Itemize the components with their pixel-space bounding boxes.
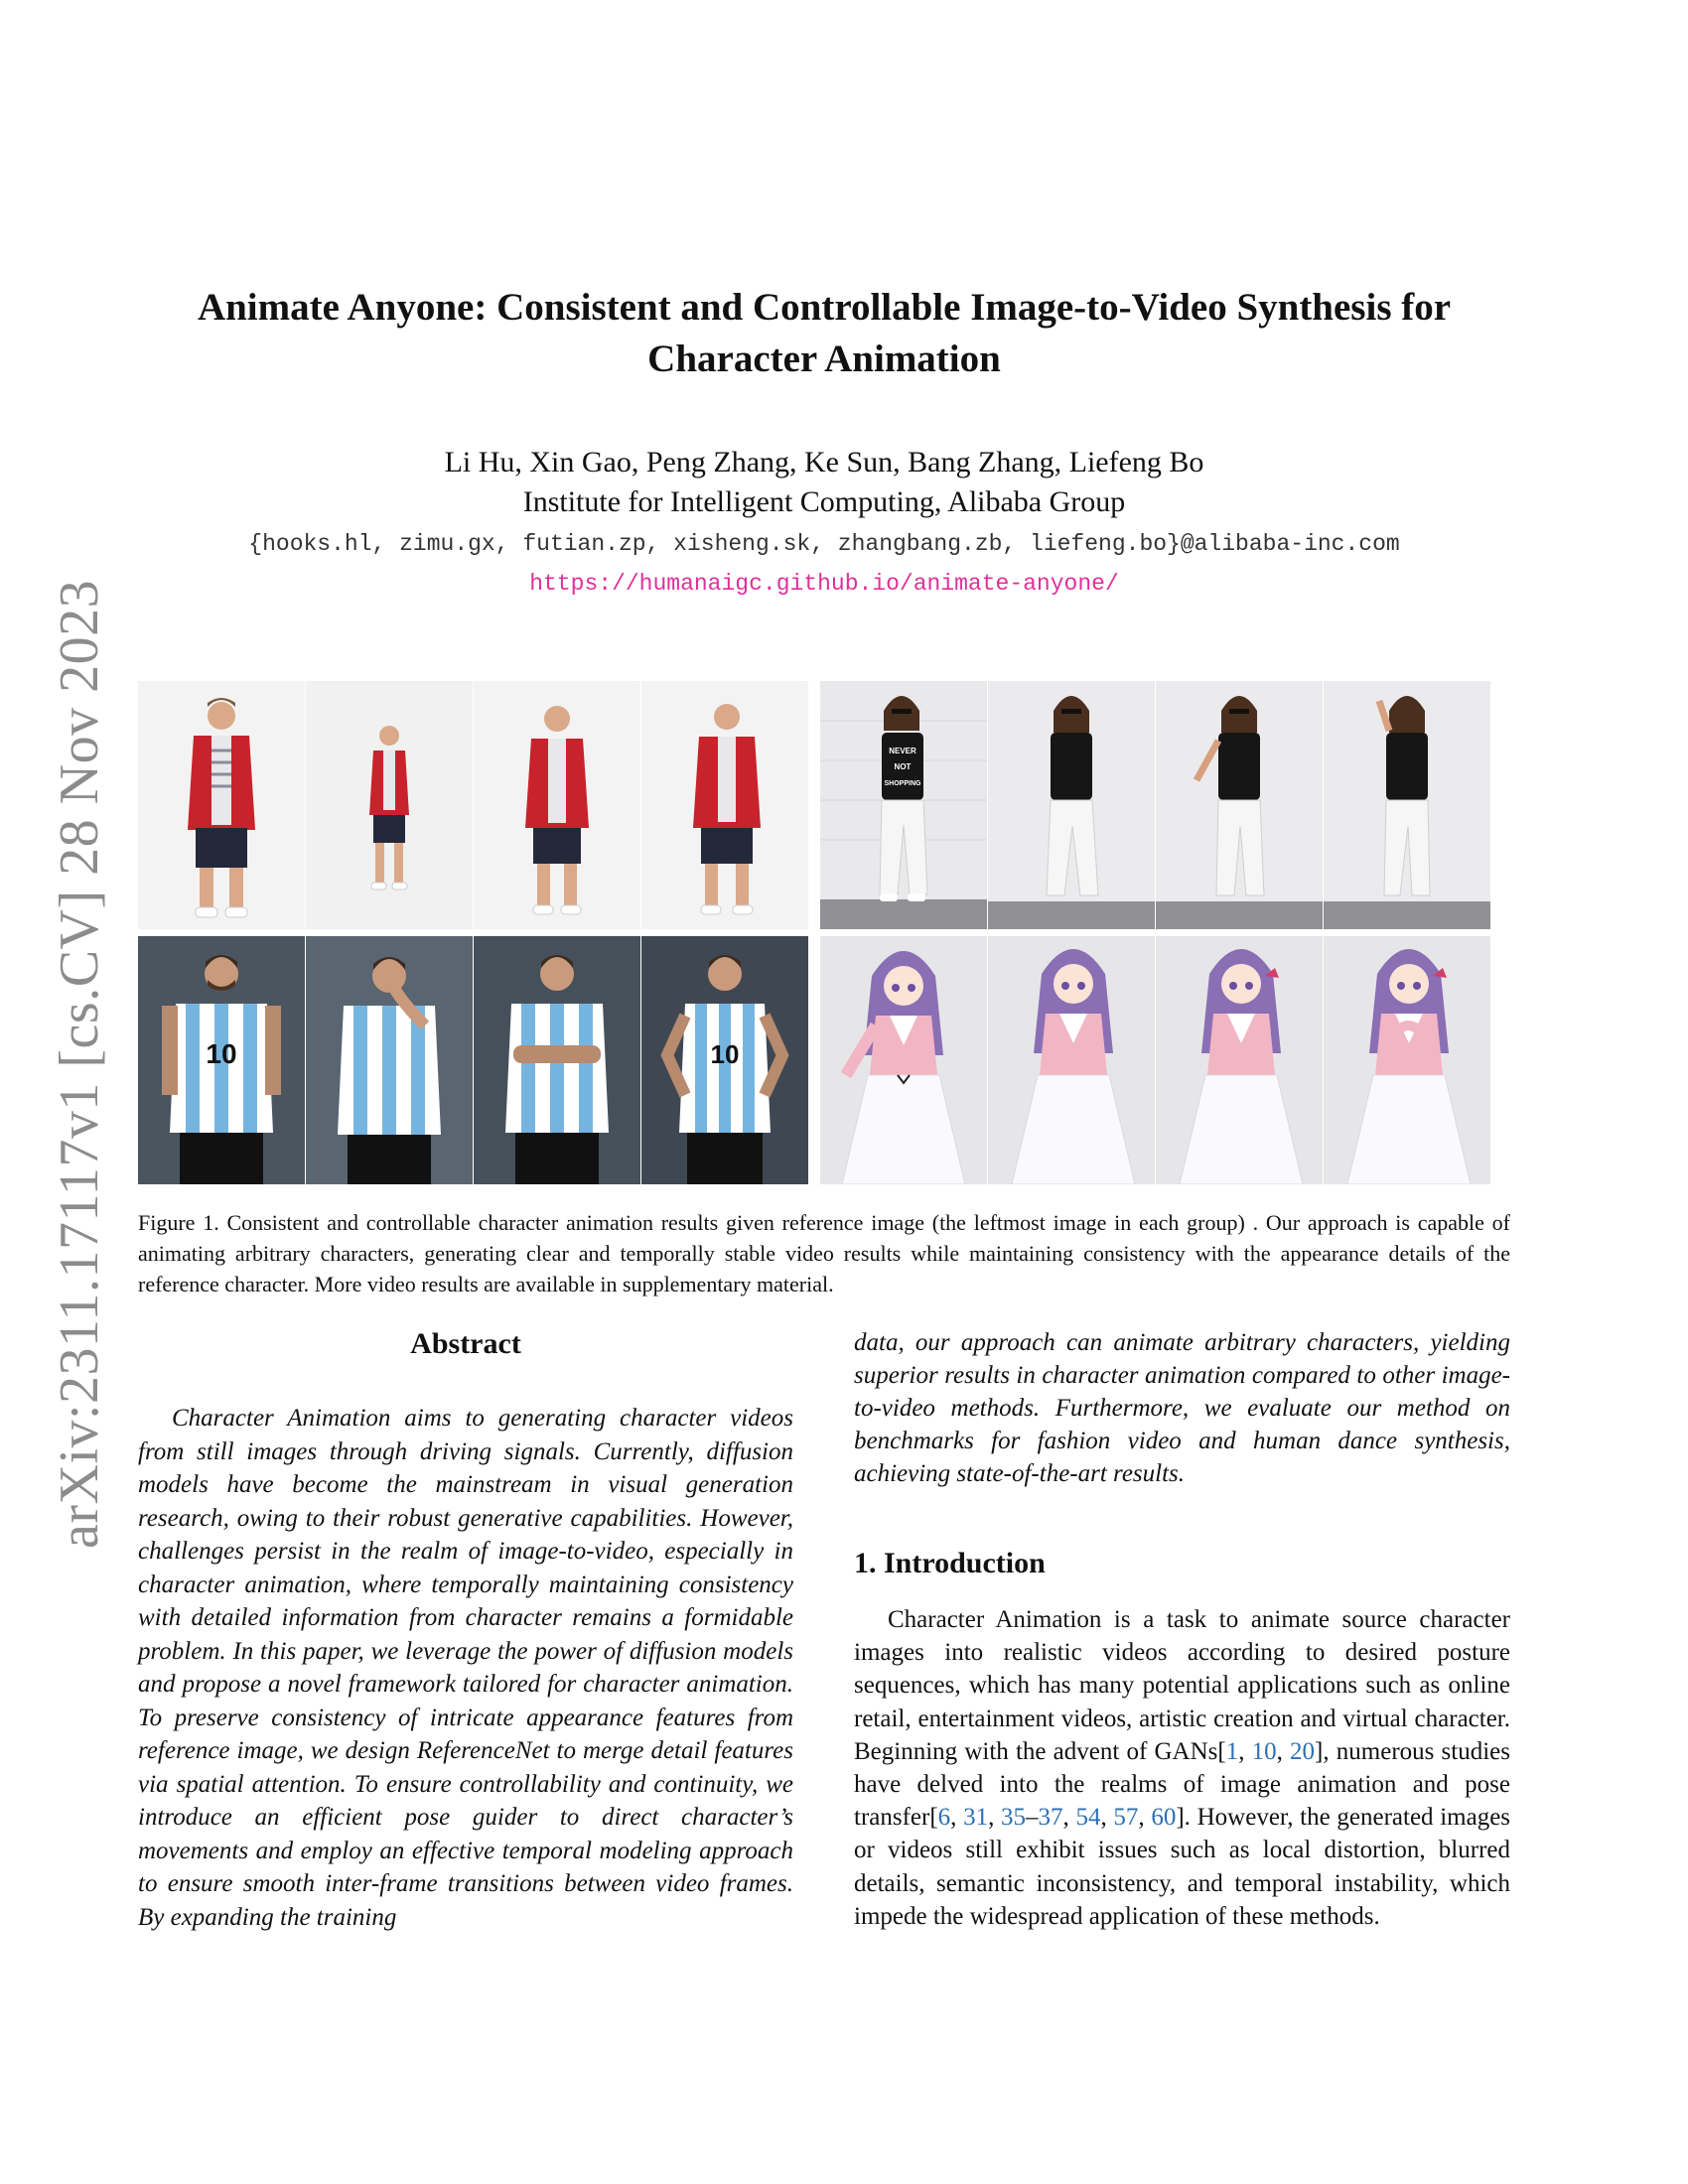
abstract-heading: Abstract	[410, 1327, 521, 1360]
frame-shopping-4	[1324, 681, 1490, 929]
citation-link[interactable]: 10	[1251, 1737, 1277, 1765]
figure-caption: Figure 1. Consistent and controllable character animation results given reference image (the leftmost image in each group) . Our approach is capable of animating arbitrary characters, generating clear and temporally stable video results while maintaining consistency with the appearance details of the reference character. More video results are available in supplementary material.	[138, 1210, 1510, 1297]
emails: {hooks.hl, zimu.gx, futian.zp, xisheng.sk, zhangbang.zb, liefeng.bo}@alibaba-inc.com	[248, 531, 1400, 557]
jersey-number: 10	[710, 1039, 740, 1069]
project-url[interactable]: https://humanaigc.github.io/animate-anyone/	[529, 571, 1119, 597]
frame-jersey-1	[138, 936, 305, 1184]
right-column	[854, 1326, 1510, 1933]
frame-jersey-3	[474, 936, 640, 1184]
frame-shopping-3	[1156, 681, 1323, 929]
arxiv-side-stamp: arXiv:2311.17117v1 [cs.CV] 28 Nov 2023	[49, 579, 110, 1549]
frame-jacket-1	[138, 681, 305, 929]
abstract-text: Character Animation aims to generating character videos from still images through driving signals. Currently, diffusion models have become the mainstream in visual generation research, owing to their robust generative capabilities. However, challenges persist in the realm of image-to-video, especially in character animation, where temporally maintaining consistency with detailed information from character remains a formidable problem. In this paper, we leverage the power of diffusion models and propose a novel framework tailored for character animation. To preserve consistency of intricate appearance features from reference image, we design ReferenceNet to merge detail features via spatial attention. To ensure controllability and continuity, we introduce an efficient pose guider to direct character’s movements and employ an effective temporal modeling approach to ensure smooth inter-frame transitions between video frames. By expanding the training	[138, 1405, 793, 1931]
citation-link[interactable]: 57	[1113, 1804, 1139, 1832]
citation-link[interactable]: 1	[1225, 1737, 1239, 1765]
citation-link[interactable]: 37	[1038, 1804, 1063, 1832]
figure-1	[138, 681, 1510, 1185]
frame-anime-1	[820, 936, 987, 1184]
affiliation: Institute for Intelligent Computing, Alibaba Group	[522, 485, 1126, 518]
frame-jersey-4	[641, 936, 808, 1184]
frame-anime-2	[988, 936, 1155, 1184]
abstract-text-continued: data, our approach can animate arbitrary characters, yielding superior results in character animation compared to other image-to-video methods. Furthermore, we evaluate our method on benchmarks for fashion video and human dance synthesis, achieving state-of-the-art results.	[854, 1329, 1510, 1487]
frame-jersey-2	[306, 936, 473, 1184]
authors: Li Hu, Xin Gao, Peng Zhang, Ke Sun, Bang Zhang, Liefeng Bo	[444, 446, 1204, 478]
frame-shopping-1	[820, 681, 987, 929]
citation-link[interactable]: 20	[1290, 1737, 1316, 1765]
frame-jacket-4	[641, 681, 808, 929]
frame-jacket-2	[306, 681, 473, 929]
frame-jacket-3	[474, 681, 640, 929]
paper-title: Animate Anyone: Consistent and Controllable Image-to-Video Synthesis for Character Animation	[197, 286, 1452, 380]
citation-link[interactable]: 60	[1151, 1804, 1177, 1832]
citation-link[interactable]: 35	[1001, 1804, 1027, 1832]
citation-link[interactable]: 6	[937, 1804, 951, 1832]
citation-link[interactable]: 54	[1075, 1804, 1101, 1832]
jersey-number: 10	[206, 1038, 237, 1069]
shirt-text-never: NEVER	[889, 747, 916, 755]
introduction-paragraph: Character Animation is a task to animate source character images into realistic videos according to desired posture sequences, which has many potential applications such as online retail, entertainment videos, artistic creation and virtual character. Beginning with the advent of GANs[1, 10, 20], numerous studies have delved into the realms of image animation and pose transfer[6, 31, 35–37, 54, 57, 60]. However, the generated images or videos still exhibit issues such as local distortion, blurred details, semantic inconsistency, and temporal instability, which impede the widespread application of these methods.	[854, 1606, 1511, 1930]
shirt-text-shopping: SHOPPING	[884, 780, 921, 787]
frame-anime-3	[1156, 936, 1323, 1184]
left-column	[138, 1324, 793, 1934]
frame-anime-4	[1324, 936, 1490, 1184]
frame-shopping-2	[988, 681, 1155, 929]
citation-link[interactable]: 31	[963, 1804, 989, 1832]
introduction-heading: 1. Introduction	[854, 1547, 1046, 1579]
shirt-text-not: NOT	[894, 762, 912, 771]
